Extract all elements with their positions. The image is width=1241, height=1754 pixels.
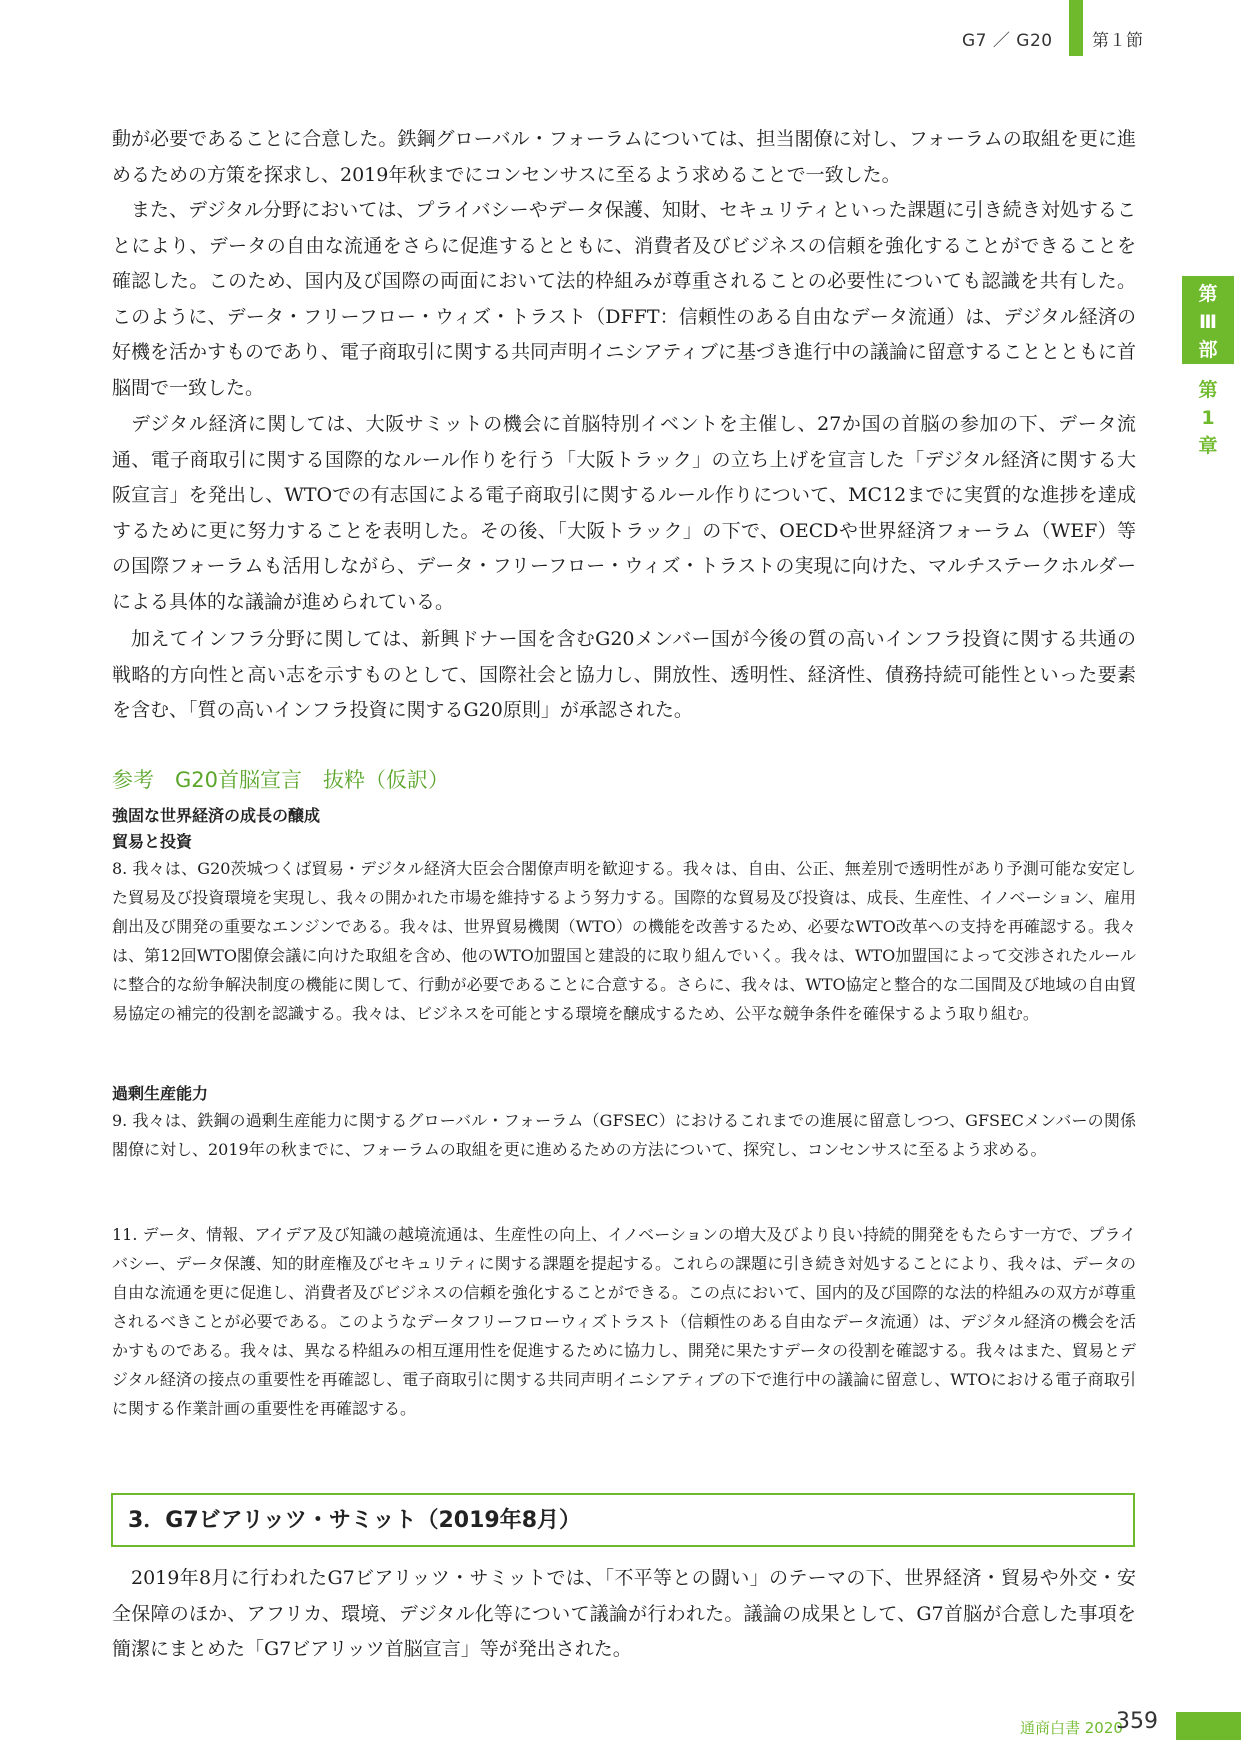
reference-item: 8. 我々は、G20茨城つくば貿易・デジタル経済大臣会合閣僚声明を歓迎する。我々は、自由、公正、無差別で透明性があり予測可能な安定した貿易及び投資環境を実現し、我々の開かれた市場を維持するよう努力する。国際的な貿易及び投資は、成長、生産性、イノベーション、雇用創出及び開発の重要なエンジンである。我々は、世界貿易機関（WTO）の機能を改善するため、必要なWTO改革への支持を再確認する。我々は、第12回WTO閣僚会議に向けた取組を含め、他のWTO加盟国と建設的に取り組んでいく。我々は、WTO加盟国によって交渉されたルールに整合的な紛争解決制度の機能に関して、行動が必要であることに合意する。さらに、我々は、WTO協定と整合的な二国間及び地域の自由貿易協定の補完的役割を認識する。我々は、ビジネスを可能とする環境を醸成するため、公平な競争条件を確保するよう取り組む。: [112, 859, 1136, 1023]
body-paragraph: デジタル経済に関しては、大阪サミットの機会に首脳特別イベントを主催し、27か国の首脳の参加の下、データ流通、電子商取引に関する国際的なルール作りを行う「大阪トラック」の立ち上げを宣言した「デジタル経済に関する大阪宣言」を発出し、WTOでの有志国による電子商取引に関するルール作りについて、MC12までに実質的な進捗を達成するために更に努力することを表明した。その後、「大阪トラック」の下で、OECDや世界経済フォーラム（WEF）等の国際フォーラムも活用しながら、データ・フリーフロー・ウィズ・トラストの実現に向けた、マルチステークホルダーによる具体的な議論が進められている。: [112, 413, 1136, 613]
body-paragraph: 動が必要であることに合意した。鉄鋼グローバル・フォーラムについては、担当閣僚に対し、フォーラムの取組を更に進めるための方策を探求し、2019年秋までにコンセンサスに至るよう求めることで一致した。: [112, 128, 1136, 186]
header-accent-bar: [1069, 0, 1083, 56]
side-tab-chapter-char: 1: [1201, 407, 1215, 429]
reference-heading: 過剰生産能力: [112, 1084, 209, 1103]
footer-accent-bar: [1176, 1712, 1241, 1740]
reference-title: 参考 G20首脳宣言 抜粋（仮訳）: [112, 768, 449, 792]
reference-item: 11. データ、情報、アイデア及び知識の越境流通は、生産性の向上、イノベーションの増大及びより良い持続的開発をもたらす一方で、プライバシー、データ保護、知的財産権及びセキュリティに関する課題を提起する。これらの課題に引き続き対処することにより、我々は、データの自由な流通を更に促進し、消費者及びビジネスの信頼を強化することができる。この点において、国内的及び国際的な法的枠組みの双方が尊重されるべきことが必要である。このようなデータフリーフローウィズトラスト（信頼性のある自由なデータ流通）は、デジタル経済の機会を活かすものである。我々は、異なる枠組みの相互運用性を促進するために協力し、開発に果たすデータの役割を確認する。我々はまた、貿易とデジタル経済の接点の重要性を再確認し、電子商取引に関する共同声明イニシアティブの下で進行中の議論に留意し、WTOにおける電子商取引に関する作業計画の重要性を再確認する。: [112, 1225, 1137, 1418]
footer-publication-title: 通商白書 2020: [1020, 1719, 1123, 1737]
reference-item: 9. 我々は、鉄鋼の過剰生産能力に関するグローバル・フォーラム（GFSEC）におけるこれまでの進展に留意しつつ、GFSECメンバーの関係閣僚に対し、2019年の秋までに、フォーラムの取組を更に進めるための方法について、探究し、コンセンサスに至るよう求める。: [112, 1111, 1136, 1159]
running-header-subsection: 第１節: [1092, 31, 1143, 51]
side-tab-part-char: Ⅲ: [1199, 311, 1217, 333]
running-header-section: G7 ／ G20: [962, 31, 1053, 51]
body-paragraph: 2019年8月に行われたG7ビアリッツ・サミットでは、「不平等との闘い」のテーマの下、世界経済・貿易や外交・安全保障のほか、アフリカ、環境、デジタル化等について議論が行われた。議論の成果として、G7首脳が合意した事項を簡潔にまとめた「G7ビアリッツ首脳宣言」等が発出された。: [112, 1567, 1136, 1660]
side-tab-chapter-char: 第: [1198, 379, 1218, 401]
reference-heading: 貿易と投資: [112, 832, 193, 851]
side-tab-chapter: [1182, 376, 1234, 460]
side-tab-part: [1182, 276, 1234, 364]
side-tab-chapter-char: 章: [1198, 435, 1218, 457]
body-paragraph: また、デジタル分野においては、プライバシーやデータ保護、知財、セキュリティといった課題に引き続き対処することにより、データの自由な流通をさらに促進するとともに、消費者及びビジネスの信頼を強化することができることを確認した。このため、国内及び国際の両面において法的枠組みが尊重されることの必要性についても認識を共有した。このように、データ・フリーフロー・ウィズ・トラスト（DFFT：信頼性のある自由なデータ流通）は、デジタル経済の好機を活かすものであり、電子商取引に関する共同声明イニシアティブに基づき進行中の議論に留意することとともに首脳間で一致した。: [112, 199, 1136, 399]
reference-heading: 強固な世界経済の成長の醸成: [112, 806, 321, 825]
page-number: 359: [1116, 1709, 1158, 1734]
side-tab-part-char: 部: [1198, 339, 1218, 361]
section-heading: 3．G7ビアリッツ・サミット（2019年8月）: [128, 1508, 582, 1533]
side-tab-part-char: 第: [1198, 283, 1218, 305]
body-paragraph: 加えてインフラ分野に関しては、新興ドナー国を含むG20メンバー国が今後の質の高いインフラ投資に関する共通の戦略的方向性と高い志を示すものとして、国際社会と協力し、開放性、透明性、経済性、債務持続可能性といった要素を含む、「質の高いインフラ投資に関するG20原則」が承認された。: [112, 628, 1136, 721]
